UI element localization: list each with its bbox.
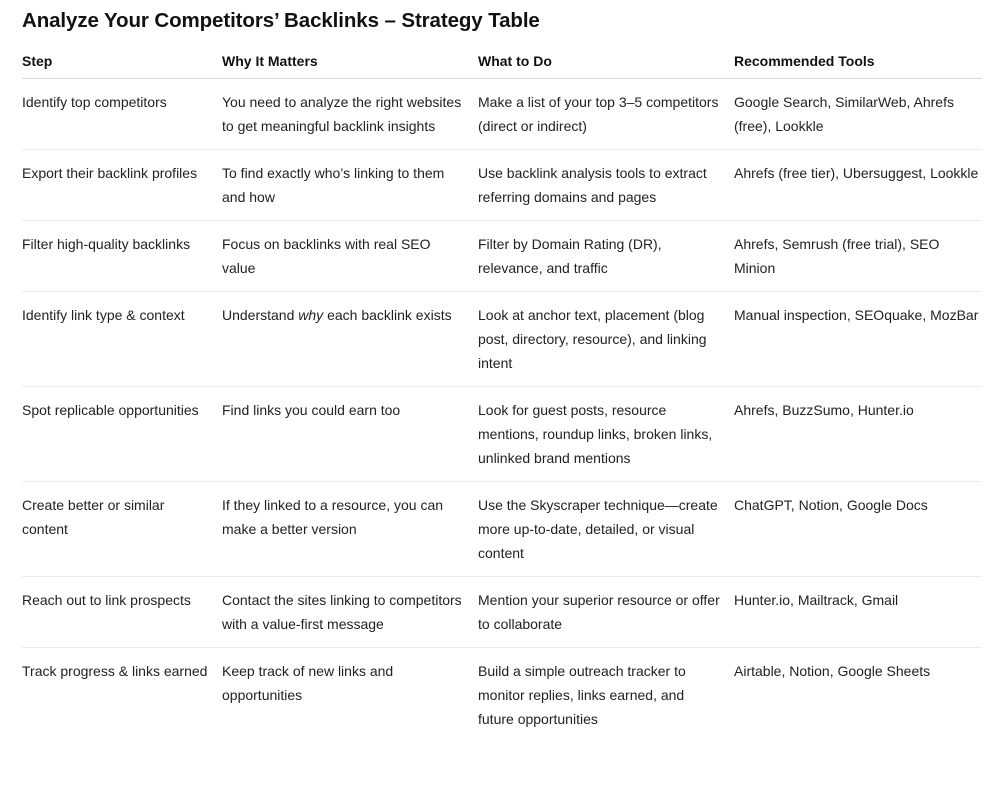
cell-why-emphasis: why: [298, 307, 324, 323]
cell-what: Filter by Domain Rating (DR), relevance, and traffic: [478, 221, 734, 292]
cell-why: Contact the sites linking to competitors with a value-first message: [222, 577, 478, 648]
table-row: [22, 221, 982, 292]
cell-what: Build a simple outreach tracker to monitor replies, links earned, and future opportunities: [478, 663, 686, 727]
cell-step: Spot replicable opportunities: [22, 387, 222, 482]
table-header-row: [22, 44, 982, 79]
column-header-step: Step: [22, 44, 222, 79]
cell-tools: Ahrefs (free tier), Ubersuggest, Lookkle: [734, 150, 982, 221]
page-title: Analyze Your Competitors’ Backlinks – Strategy Table: [22, 9, 540, 32]
cell-tools: Manual inspection, SEOquake, MozBar: [734, 292, 982, 387]
table-row: [22, 79, 982, 150]
table-row: [22, 577, 982, 648]
column-header-why: Why It Matters: [222, 44, 478, 79]
cell-why: If they linked to a resource, you can make a better version: [222, 482, 478, 577]
column-header-what: What to Do: [478, 44, 734, 79]
strategy-table: [22, 44, 982, 742]
column-header-tools: Recommended Tools: [734, 44, 982, 79]
cell-step: Track progress & links earned: [22, 663, 208, 679]
cell-step: Export their backlink profiles: [22, 150, 222, 221]
table-body: [22, 79, 982, 743]
cell-why: Keep track of new links and opportunities: [222, 663, 394, 703]
cell-why: Find links you could earn too: [222, 387, 478, 482]
cell-step: Identify top competitors: [22, 79, 222, 150]
cell-tools: Google Search, SimilarWeb, Ahrefs (free), Lookkle: [734, 79, 982, 150]
cell-tools: Hunter.io, Mailtrack, Gmail: [734, 577, 982, 648]
cell-step: Filter high-quality backlinks: [22, 221, 222, 292]
table-row: [22, 387, 982, 482]
cell-why: You need to analyze the right websites to get meaningful backlink insights: [222, 79, 478, 150]
table-header: [22, 44, 982, 79]
cell-tools: ChatGPT, Notion, Google Docs: [734, 482, 982, 577]
cell-what: Mention your superior resource or offer to collaborate: [478, 577, 734, 648]
cell-why: [222, 292, 478, 387]
cell-why: Focus on backlinks with real SEO value: [222, 221, 478, 292]
cell-step: Identify link type & context: [22, 292, 222, 387]
cell-why-text: Understand: [222, 307, 299, 323]
cell-step: Reach out to link prospects: [22, 577, 222, 648]
cell-what: Use the Skyscraper technique—create more up-to-date, detailed, or visual content: [478, 482, 734, 577]
cell-tools: Ahrefs, BuzzSumo, Hunter.io: [734, 387, 982, 482]
cell-what: Look for guest posts, resource mentions, roundup links, broken links, unlinked brand mentions: [478, 387, 734, 482]
table-row: [22, 648, 982, 743]
cell-tools: Airtable, Notion, Google Sheets: [734, 663, 931, 679]
table-row: [22, 482, 982, 577]
cell-what: Look at anchor text, placement (blog post, directory, resource), and linking intent: [478, 292, 734, 387]
cell-why: To find exactly who’s linking to them and how: [222, 150, 478, 221]
table-row: [22, 150, 982, 221]
cell-step: Create better or similar content: [22, 482, 222, 577]
table-row: [22, 292, 982, 387]
cell-what: Use backlink analysis tools to extract referring domains and pages: [478, 150, 734, 221]
cell-why-text: each backlink exists: [323, 307, 452, 323]
cell-tools: Ahrefs, Semrush (free trial), SEO Minion: [734, 221, 982, 292]
cell-what: Make a list of your top 3–5 competitors (direct or indirect): [478, 79, 734, 150]
